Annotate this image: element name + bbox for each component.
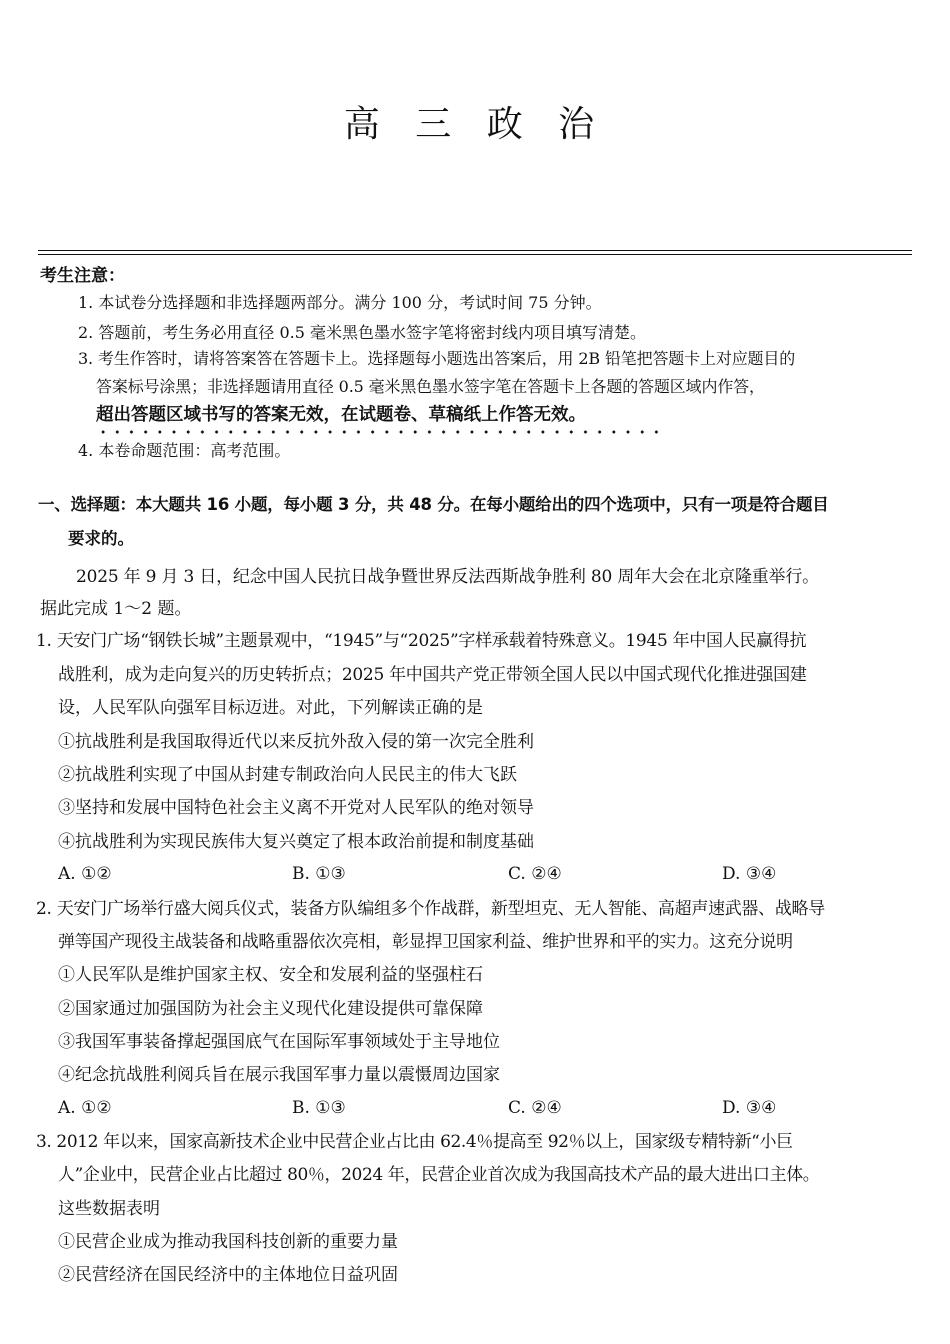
q2-option-d: D. ③④ — [722, 1098, 777, 1118]
q2-statement-2: ②国家通过加强国防为社会主义现代化建设提供可靠保障 — [58, 999, 483, 1019]
q1-stem-line2: 战胜利，成为走向复兴的历史转折点；2025 年中国共产党正带领全国人民以中国式现代化推进强国建 — [58, 665, 807, 685]
notice-item-1: 1. 本试卷分选择题和非选择题两部分。满分 100 分，考试时间 75 分钟。 — [78, 293, 602, 312]
q3-stem-line3: 这些数据表明 — [58, 1199, 160, 1219]
q1-option-c: C. ②④ — [508, 864, 562, 884]
q2-option-c: C. ②④ — [508, 1098, 562, 1118]
notice-heading: 考生注意： — [40, 266, 125, 286]
q1-statement-4: ④抗战胜利为实现民族伟大复兴奠定了根本政治前提和制度基础 — [58, 832, 534, 852]
q1-statement-3: ③坚持和发展中国特色社会主义离不开党对人民军队的绝对领导 — [58, 798, 534, 818]
q1-stem-line3: 设，人民军队向强军目标迈进。对此，下列解读正确的是 — [58, 698, 483, 718]
q3-statement-2: ②民营经济在国民经济中的主体地位日益巩固 — [58, 1265, 398, 1285]
q2-stem-line2: 弹等国产现役主战装备和战略重器依次亮相，彰显捍卫国家利益、维护世界和平的实力。这充分说明 — [58, 932, 793, 952]
q2-option-b: B. ①③ — [292, 1098, 346, 1118]
double-rule-bottom — [38, 254, 912, 255]
q1-statement-2: ②抗战胜利实现了中国从封建专制政治向人民民主的伟大飞跃 — [58, 765, 517, 785]
q2-option-a: A. ①② — [58, 1098, 112, 1118]
q1-option-a: A. ①② — [58, 864, 112, 884]
q3-stem-line1: 3. 2012 年以来，国家高新技术企业中民营企业占比由 62.4％提高至 92％以上，国家级专精特新“小巨 — [36, 1132, 793, 1152]
q2-statement-3: ③我国军事装备撑起强国底气在国际军事领域处于主导地位 — [58, 1032, 500, 1052]
q1-option-b: B. ①③ — [292, 864, 346, 884]
q3-stem-line2: 人”企业中，民营企业占比超过 80％，2024 年，民营企业首次成为我国高技术产品的最大进出口主体。 — [58, 1165, 820, 1185]
page-title: 高 三 政 治 — [343, 104, 607, 145]
q3-statement-1: ①民营企业成为推动我国科技创新的重要力量 — [58, 1232, 398, 1252]
q1-statement-1: ①抗战胜利是我国取得近代以来反抗外敌入侵的第一次完全胜利 — [58, 732, 534, 752]
section1-heading: 一、选择题：本大题共 16 小题，每小题 3 分，共 48 分。在每小题给出的四个选项中，只有一项是符合题目 — [38, 495, 829, 514]
notice-item-2: 2. 答题前，考生务必用直径 0.5 毫米黑色墨水签字笔将密封线内项目填写清楚。 — [78, 323, 646, 342]
q2-statement-4: ④纪念抗战胜利阅兵旨在展示我国军事力量以震慑周边国家 — [58, 1065, 500, 1085]
notice-item-4: 4. 本卷命题范围：高考范围。 — [78, 441, 291, 460]
notice-item-3-cont: 答案标号涂黑；非选择题请用直径 0.5 毫米黑色墨水签字笔在答题卡上各题的答题区域内作答， — [96, 377, 765, 396]
q2-stem-line1: 2. 天安门广场举行盛大阅兵仪式，装备方队编组多个作战群，新型坦克、无人智能、高超声速武器、战略导 — [36, 899, 825, 919]
section1-heading-cont: 要求的。 — [68, 529, 134, 548]
section1-intro-cont: 据此完成 1～2 题。 — [40, 599, 192, 619]
q2-statement-1: ①人民军队是维护国家主权、安全和发展利益的坚强柱石 — [58, 965, 483, 985]
notice-item-3-emphasis: 超出答题区域书写的答案无效，在试题卷、草稿纸上作答无效。 — [96, 405, 586, 425]
section1-intro: 2025 年 9 月 3 日，纪念中国人民抗日战争暨世界反法西斯战争胜利 80 周年大会在北京隆重举行。 — [76, 567, 819, 587]
q1-stem-line1: 1. 天安门广场“钢铁长城”主题景观中，“1945”与“2025”字样承载着特殊意义。1945 年中国人民赢得抗 — [36, 631, 807, 651]
double-rule-top — [38, 250, 912, 251]
notice-item-3: 3. 考生作答时，请将答案答在答题卡上。选择题每小题选出答案后，用 2B 铅笔把答题卡上对应题目的 — [78, 349, 796, 368]
emphasis-dots — [96, 430, 666, 434]
q1-option-d: D. ③④ — [722, 864, 777, 884]
